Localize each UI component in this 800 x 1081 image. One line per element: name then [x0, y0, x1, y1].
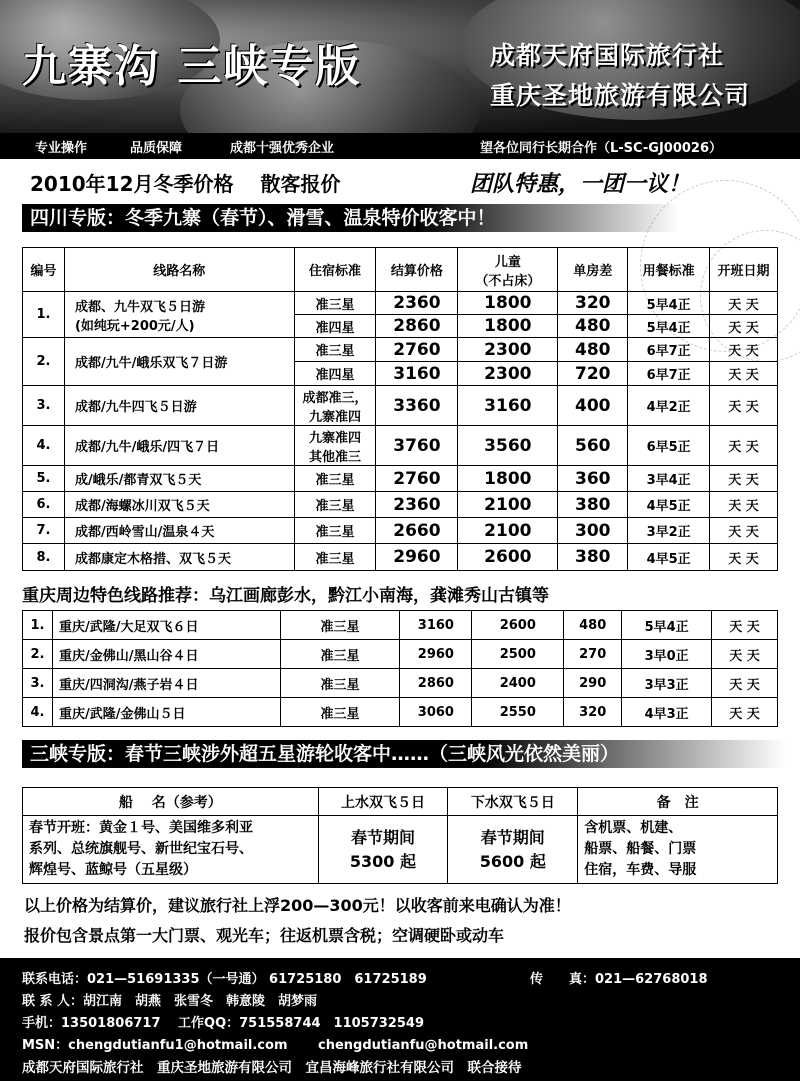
child-price: 3160 — [458, 386, 558, 426]
col-header: 线路名称 — [64, 248, 294, 292]
col-header-child: 儿童 — [494, 254, 521, 270]
price: 3060 — [400, 698, 472, 727]
hotel: 准三星 — [294, 544, 376, 571]
sichuan-banner: 四川专版：冬季九寨（春节）、滑雪、温泉特价收客中！ — [22, 204, 680, 232]
tag-4: 望各位同行长期合作（L-SC-GJ00026） — [480, 141, 723, 156]
price: 2860 — [376, 315, 458, 338]
remark-line: 含机票、机建、 — [584, 820, 683, 836]
route-name-line: 成都、九牛双飞５日游 — [74, 299, 205, 315]
single-supplement: 380 — [558, 492, 628, 518]
table-row — [23, 518, 778, 544]
row-number: 1. — [23, 292, 65, 338]
tag-3: 成都十强优秀企业 — [230, 141, 335, 156]
route-name: 重庆/四洞沟/燕子岩４日 — [52, 669, 280, 698]
col-header: 编号 — [23, 248, 65, 292]
single-supplement: 480 — [558, 315, 628, 338]
price: 2360 — [376, 492, 458, 518]
child-price: 2100 — [458, 492, 558, 518]
remark-line: 船票、船餐、门票 — [584, 841, 697, 857]
route-name-note: (如纯玩+200元/人) — [74, 318, 195, 334]
route-name: 重庆/金佛山/黑山谷４日 — [52, 640, 280, 669]
hotel: 准三星 — [280, 611, 400, 640]
date: 天 天 — [710, 544, 778, 571]
hotel — [294, 386, 376, 426]
price: 3160 — [376, 362, 458, 386]
meal: 6早5正 — [628, 426, 710, 466]
note-line-1: 以上价格为结算价，建议旅行社上浮200—300元！以收客前来电确认为准！ — [24, 896, 571, 915]
price: 2860 — [400, 669, 472, 698]
price: 3360 — [376, 386, 458, 426]
single-supplement: 560 — [558, 426, 628, 466]
hotel-line: 九寨准四 — [309, 409, 362, 425]
price: 2960 — [400, 640, 472, 669]
meal: 6早7正 — [628, 362, 710, 386]
contacts: 联 系 人：胡江南 胡燕 张雪冬 韩意陵 胡梦雨 — [22, 994, 318, 1009]
date: 天 天 — [710, 338, 778, 362]
col-header: 用餐标准 — [628, 248, 710, 292]
hotel: 准四星 — [294, 315, 376, 338]
hotel: 准三星 — [280, 669, 400, 698]
date: 天 天 — [710, 518, 778, 544]
child-price: 1800 — [458, 292, 558, 315]
chongqing-heading: 重庆周边特色线路推荐：乌江画廊彭水，黔江小南海，龚滩秀山古镇等 — [22, 586, 549, 606]
meal: 3早3正 — [622, 669, 712, 698]
contact-footer — [0, 958, 800, 1081]
child-price: 2500 — [472, 640, 564, 669]
price-value: 5600 起 — [479, 851, 546, 871]
date: 天 天 — [710, 466, 778, 492]
meal: 4早5正 — [628, 544, 710, 571]
table-header-row — [23, 788, 778, 816]
partner-companies: 成都天府国际旅行社 重庆圣地旅游有限公司 宜昌海峰旅行社有限公司 联合接待 — [22, 1060, 522, 1076]
table-row — [23, 338, 778, 362]
hotel — [294, 426, 376, 466]
date: 天 天 — [712, 669, 778, 698]
fax: 传 真：021—62768018 — [530, 972, 708, 987]
child-price: 1800 — [458, 466, 558, 492]
hotel: 准三星 — [280, 698, 400, 727]
hotel: 准三星 — [280, 640, 400, 669]
child-price: 2300 — [458, 362, 558, 386]
child-price: 2600 — [472, 611, 564, 640]
meal: 5早4正 — [628, 292, 710, 315]
child-price: 2400 — [472, 669, 564, 698]
row-number: 5. — [23, 466, 65, 492]
meal: 3早4正 — [628, 466, 710, 492]
meal: 4早2正 — [628, 386, 710, 426]
row-number: 3. — [23, 386, 65, 426]
ship-line: 春节开班：黄金１号、美国维多利亚 — [29, 820, 253, 836]
row-number: 2. — [23, 640, 53, 669]
table-row — [23, 492, 778, 518]
price: 2760 — [376, 338, 458, 362]
tag-1: 专业操作 — [35, 141, 88, 156]
hotel: 准三星 — [294, 338, 376, 362]
single-supplement: 270 — [564, 640, 622, 669]
sanxia-table — [22, 787, 778, 884]
upstream-price — [318, 816, 448, 884]
single-supplement: 380 — [558, 544, 628, 571]
route-name: 重庆/武隆/金佛山５日 — [52, 698, 280, 727]
col-header: 备 注 — [578, 788, 778, 816]
meal: 3早0正 — [622, 640, 712, 669]
single-supplement: 320 — [564, 698, 622, 727]
price: 2960 — [376, 544, 458, 571]
meal: 5早4正 — [622, 611, 712, 640]
hotel-line: 其他准三 — [309, 449, 362, 465]
row-number: 8. — [23, 544, 65, 571]
price-title: 2010年12月冬季价格 散客报价 — [30, 172, 341, 196]
table-row — [23, 611, 778, 640]
row-number: 4. — [23, 426, 65, 466]
hotel: 准三星 — [294, 466, 376, 492]
table-row — [23, 292, 778, 315]
table-row — [23, 386, 778, 426]
single-supplement: 300 — [558, 518, 628, 544]
price: 3160 — [400, 611, 472, 640]
row-number: 6. — [23, 492, 65, 518]
single-supplement: 400 — [558, 386, 628, 426]
col-header: 开班日期 — [710, 248, 778, 292]
child-price: 1800 — [458, 315, 558, 338]
meal: 3早2正 — [628, 518, 710, 544]
route-name: 成/峨乐/都青双飞５天 — [64, 466, 294, 492]
col-header — [458, 248, 558, 292]
ship-list — [23, 816, 319, 884]
msn: MSN：chengdutianfu1@hotmail.com chengdutianfu@hotmail.com — [22, 1038, 529, 1053]
single-supplement: 320 — [558, 292, 628, 315]
route-name — [64, 292, 294, 338]
mobile-qq: 手机：13501806717 工作QQ：751558744 1105732549 — [22, 1016, 424, 1031]
row-number: 2. — [23, 338, 65, 386]
table-row — [23, 466, 778, 492]
date: 天 天 — [712, 640, 778, 669]
row-number: 3. — [23, 669, 53, 698]
child-price: 2300 — [458, 338, 558, 362]
col-header: 下水双飞５日 — [448, 788, 578, 816]
child-price: 3560 — [458, 426, 558, 466]
sanxia-banner: 三峡专版：春节三峡涉外超五星游轮收客中……（三峡风光依然美丽） — [22, 740, 786, 768]
table-row — [23, 669, 778, 698]
price-label: 春节期间 — [350, 827, 415, 847]
col-header: 结算价格 — [376, 248, 458, 292]
child-price: 2100 — [458, 518, 558, 544]
route-name: 重庆/武隆/大足双飞６日 — [52, 611, 280, 640]
date: 天 天 — [710, 426, 778, 466]
table-row — [23, 698, 778, 727]
price-label: 春节期间 — [480, 827, 545, 847]
single-supplement: 720 — [558, 362, 628, 386]
hotel: 准三星 — [294, 492, 376, 518]
remarks — [578, 816, 778, 884]
meal: 6早7正 — [628, 338, 710, 362]
date: 天 天 — [710, 492, 778, 518]
table-row — [23, 640, 778, 669]
table-row — [23, 544, 778, 571]
route-name: 成都/九牛四飞５日游 — [64, 386, 294, 426]
remark-line: 住宿，车费、导服 — [584, 862, 697, 878]
single-supplement: 480 — [558, 338, 628, 362]
meal: 4早3正 — [622, 698, 712, 727]
date: 天 天 — [712, 611, 778, 640]
downstream-price — [448, 816, 578, 884]
date: 天 天 — [710, 362, 778, 386]
hotel-line: 九寨准四 — [309, 430, 362, 446]
route-name: 成都/九牛/峨乐双飞７日游 — [64, 338, 294, 386]
meal: 5早4正 — [628, 315, 710, 338]
slogan: 团队特惠，一团一议！ — [470, 171, 691, 197]
phone: 联系电话：021—51691335（一号通） 61725180 61725189 — [22, 972, 427, 987]
note-line-2: 报价包含景点第一大门票、观光车；往返机票含税；空调硬卧或动车 — [24, 926, 505, 945]
single-supplement: 290 — [564, 669, 622, 698]
child-price: 2550 — [472, 698, 564, 727]
table-row — [23, 426, 778, 466]
ship-line: 系列、总统旗舰号、新世纪宝石号、 — [29, 841, 253, 857]
route-name: 成都康定木格措、双飞５天 — [64, 544, 294, 571]
header-banner — [0, 0, 800, 133]
child-price: 2600 — [458, 544, 558, 571]
hotel: 准三星 — [294, 292, 376, 315]
date: 天 天 — [710, 386, 778, 426]
tagline-strip — [0, 133, 800, 159]
ship-line: 辉煌号、蓝鲸号（五星级） — [29, 862, 197, 878]
route-name: 成都/海螺冰川双飞５天 — [64, 492, 294, 518]
col-header: 单房差 — [558, 248, 628, 292]
row-number: 4. — [23, 698, 53, 727]
sichuan-table — [22, 247, 778, 571]
hotel: 准四星 — [294, 362, 376, 386]
row-number: 7. — [23, 518, 65, 544]
meal: 4早5正 — [628, 492, 710, 518]
price: 2660 — [376, 518, 458, 544]
route-name: 成都/西岭雪山/温泉４天 — [64, 518, 294, 544]
tag-2: 品质保障 — [130, 141, 183, 156]
col-header-child-sub: （不占床） — [475, 273, 541, 289]
price: 3760 — [376, 426, 458, 466]
col-header: 住宿标准 — [294, 248, 376, 292]
route-name: 成都/九牛/峨乐/四飞７日 — [64, 426, 294, 466]
date: 天 天 — [710, 292, 778, 315]
col-header: 船 名（参考） — [23, 788, 319, 816]
date: 天 天 — [712, 698, 778, 727]
hotel-line: 成都准三， — [302, 390, 368, 406]
banner-company-1: 成都天府国际旅行社 — [490, 41, 725, 70]
single-supplement: 480 — [564, 611, 622, 640]
banner-company-2: 重庆圣地旅游有限公司 — [490, 81, 751, 110]
single-supplement: 360 — [558, 466, 628, 492]
table-header-row — [23, 248, 778, 292]
chongqing-table — [22, 610, 778, 727]
price-value: 5300 起 — [349, 851, 417, 871]
col-header: 上水双飞５日 — [318, 788, 448, 816]
hotel: 准三星 — [294, 518, 376, 544]
price: 2760 — [376, 466, 458, 492]
table-row — [23, 816, 778, 884]
row-number: 1. — [23, 611, 53, 640]
price: 2360 — [376, 292, 458, 315]
banner-title: 九寨沟 三峡专版 — [22, 41, 362, 92]
date: 天 天 — [710, 315, 778, 338]
